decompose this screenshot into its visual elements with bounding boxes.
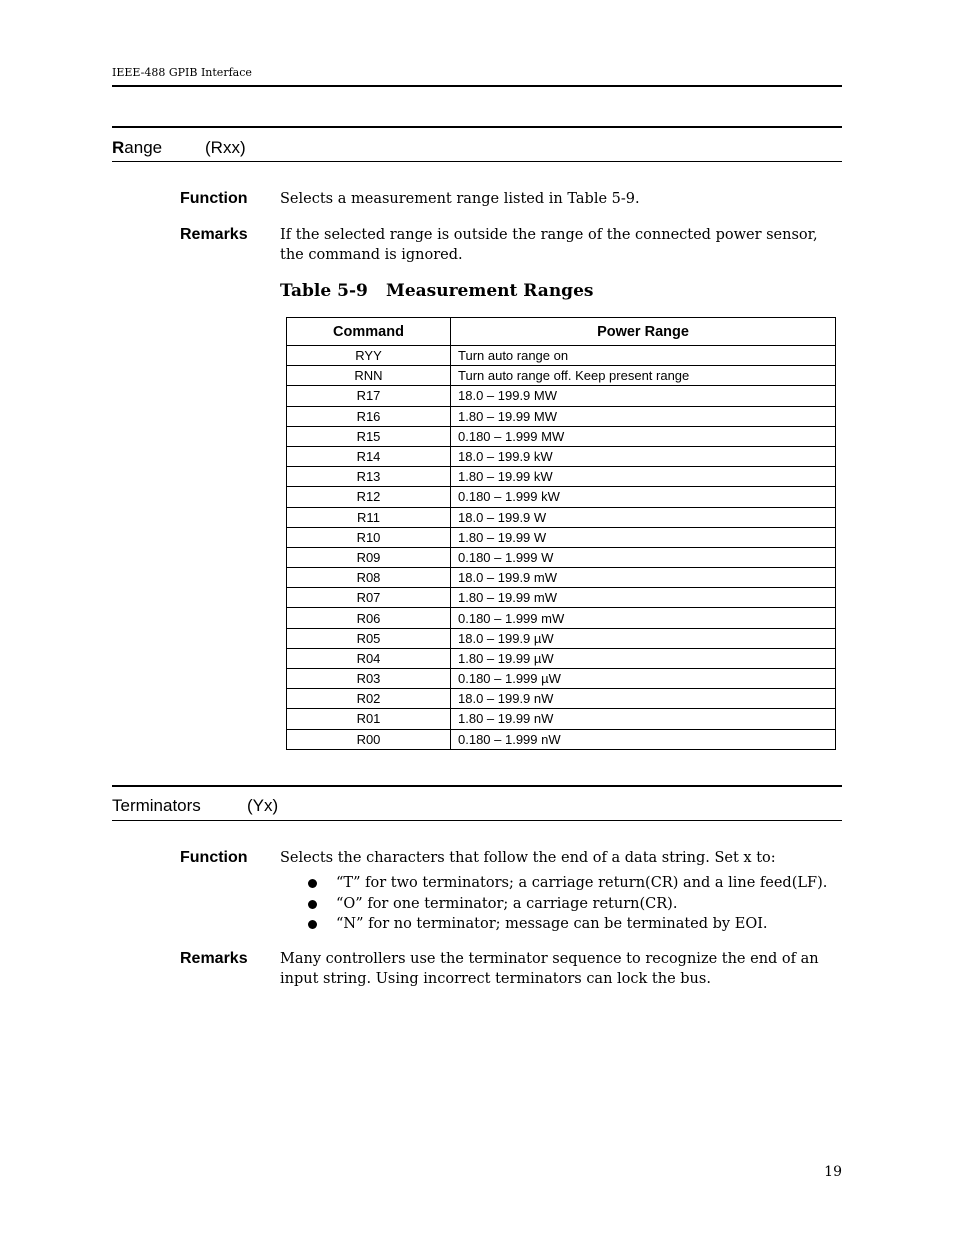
table-row	[287, 669, 836, 689]
table-row	[287, 547, 836, 567]
bullet-text: “O” for one terminator; a carriage return(CR).	[336, 895, 678, 912]
power-range-cell: 0.180 – 1.999 kW	[451, 487, 836, 507]
table-row	[287, 628, 836, 648]
power-range-cell: 0.180 – 1.999 mW	[451, 608, 836, 628]
power-range-cell: 18.0 – 199.9 µW	[451, 628, 836, 648]
table-row	[287, 527, 836, 547]
command-cell: R14	[287, 446, 451, 466]
power-range-cell: 18.0 – 199.9 nW	[451, 689, 836, 709]
range-title-rest: ange	[124, 138, 163, 157]
bullet-text: “T” for two terminators; a carriage return(CR) and a line feed(LF).	[336, 875, 828, 891]
terminators-remarks-label: Remarks	[180, 950, 248, 967]
command-cell: R02	[287, 689, 451, 709]
column-header-command: Command	[287, 318, 451, 346]
power-range-cell: 1.80 – 19.99 nW	[451, 709, 836, 729]
table-caption	[280, 281, 593, 301]
command-cell: R06	[287, 608, 451, 628]
table-row	[287, 386, 836, 406]
command-cell: RYY	[287, 346, 451, 366]
bullet-icon	[308, 920, 317, 929]
power-range-cell: 18.0 – 199.9 MW	[451, 386, 836, 406]
list-item	[306, 914, 827, 935]
table-caption-title: Measurement Ranges	[386, 281, 594, 301]
command-cell: R08	[287, 568, 451, 588]
range-function-text: Selects a measurement range listed in Table 5-9.	[280, 191, 640, 207]
power-range-cell: 1.80 – 19.99 mW	[451, 588, 836, 608]
table-row	[287, 487, 836, 507]
table-row	[287, 689, 836, 709]
running-header: IEEE-488 GPIB Interface	[112, 66, 252, 79]
terminator-options-list	[306, 873, 827, 935]
command-cell: R10	[287, 527, 451, 547]
measurement-ranges-table	[286, 317, 836, 750]
terminators-function-label: Function	[180, 849, 248, 866]
terminators-title-text: Terminators	[112, 796, 201, 815]
bullet-icon	[308, 900, 317, 909]
table-row	[287, 507, 836, 527]
power-range-cell: 0.180 – 1.999 W	[451, 547, 836, 567]
terminators-remarks-text: Many controllers use the terminator sequence to recognize the end of an input string. Using incorrect terminators can lock the bus.	[280, 951, 819, 987]
bullet-icon	[308, 879, 317, 888]
table-row	[287, 346, 836, 366]
terminators-section-bottom-rule	[112, 820, 842, 821]
power-range-cell: 1.80 – 19.99 MW	[451, 406, 836, 426]
command-cell: R17	[287, 386, 451, 406]
command-cell: R09	[287, 547, 451, 567]
command-cell: R15	[287, 426, 451, 446]
list-item	[306, 873, 827, 894]
range-section-top-rule	[112, 126, 842, 128]
table-row	[287, 446, 836, 466]
header-rule	[112, 85, 842, 87]
power-range-cell: Turn auto range on	[451, 346, 836, 366]
command-cell: R00	[287, 729, 451, 749]
power-range-cell: 18.0 – 199.9 mW	[451, 568, 836, 588]
table-row	[287, 366, 836, 386]
table-header-row	[287, 318, 836, 346]
power-range-cell: 18.0 – 199.9 W	[451, 507, 836, 527]
table-row	[287, 709, 836, 729]
range-remarks-text: If the selected range is outside the range of the connected power sensor, the command is ignored.	[280, 227, 818, 263]
table-row	[287, 729, 836, 749]
range-function-label: Function	[180, 190, 248, 207]
range-title-initial: R	[112, 138, 125, 157]
command-cell: R16	[287, 406, 451, 426]
power-range-cell: 0.180 – 1.999 nW	[451, 729, 836, 749]
command-cell: R07	[287, 588, 451, 608]
terminators-section-top-rule	[112, 785, 842, 787]
column-header-power-range: Power Range	[451, 318, 836, 346]
power-range-cell: 1.80 – 19.99 µW	[451, 648, 836, 668]
table-row	[287, 648, 836, 668]
command-cell: RNN	[287, 366, 451, 386]
bullet-text: “N” for no terminator; message can be terminated by EOI.	[336, 916, 768, 932]
command-cell: R05	[287, 628, 451, 648]
range-section-bottom-rule	[112, 161, 842, 162]
table-caption-number: Table 5-9	[280, 281, 368, 301]
power-range-cell: 0.180 – 1.999 µW	[451, 669, 836, 689]
command-cell: R13	[287, 467, 451, 487]
page-number: 19	[824, 1164, 842, 1180]
power-range-cell: Turn auto range off. Keep present range	[451, 366, 836, 386]
power-range-cell: 1.80 – 19.99 W	[451, 527, 836, 547]
list-item	[306, 894, 827, 915]
table-row	[287, 608, 836, 628]
terminators-function-text: Selects the characters that follow the end of a data string. Set x to:	[280, 850, 776, 866]
terminators-command: (Yx)	[247, 796, 279, 815]
table-row	[287, 467, 836, 487]
command-cell: R12	[287, 487, 451, 507]
table-row	[287, 426, 836, 446]
table-row	[287, 568, 836, 588]
power-range-cell: 0.180 – 1.999 MW	[451, 426, 836, 446]
command-cell: R01	[287, 709, 451, 729]
command-cell: R04	[287, 648, 451, 668]
command-cell: R03	[287, 669, 451, 689]
range-remarks-label: Remarks	[180, 226, 248, 243]
table-row	[287, 588, 836, 608]
table-row	[287, 406, 836, 426]
range-command: (Rxx)	[205, 138, 246, 157]
command-cell: R11	[287, 507, 451, 527]
power-range-cell: 18.0 – 199.9 kW	[451, 446, 836, 466]
power-range-cell: 1.80 – 19.99 kW	[451, 467, 836, 487]
